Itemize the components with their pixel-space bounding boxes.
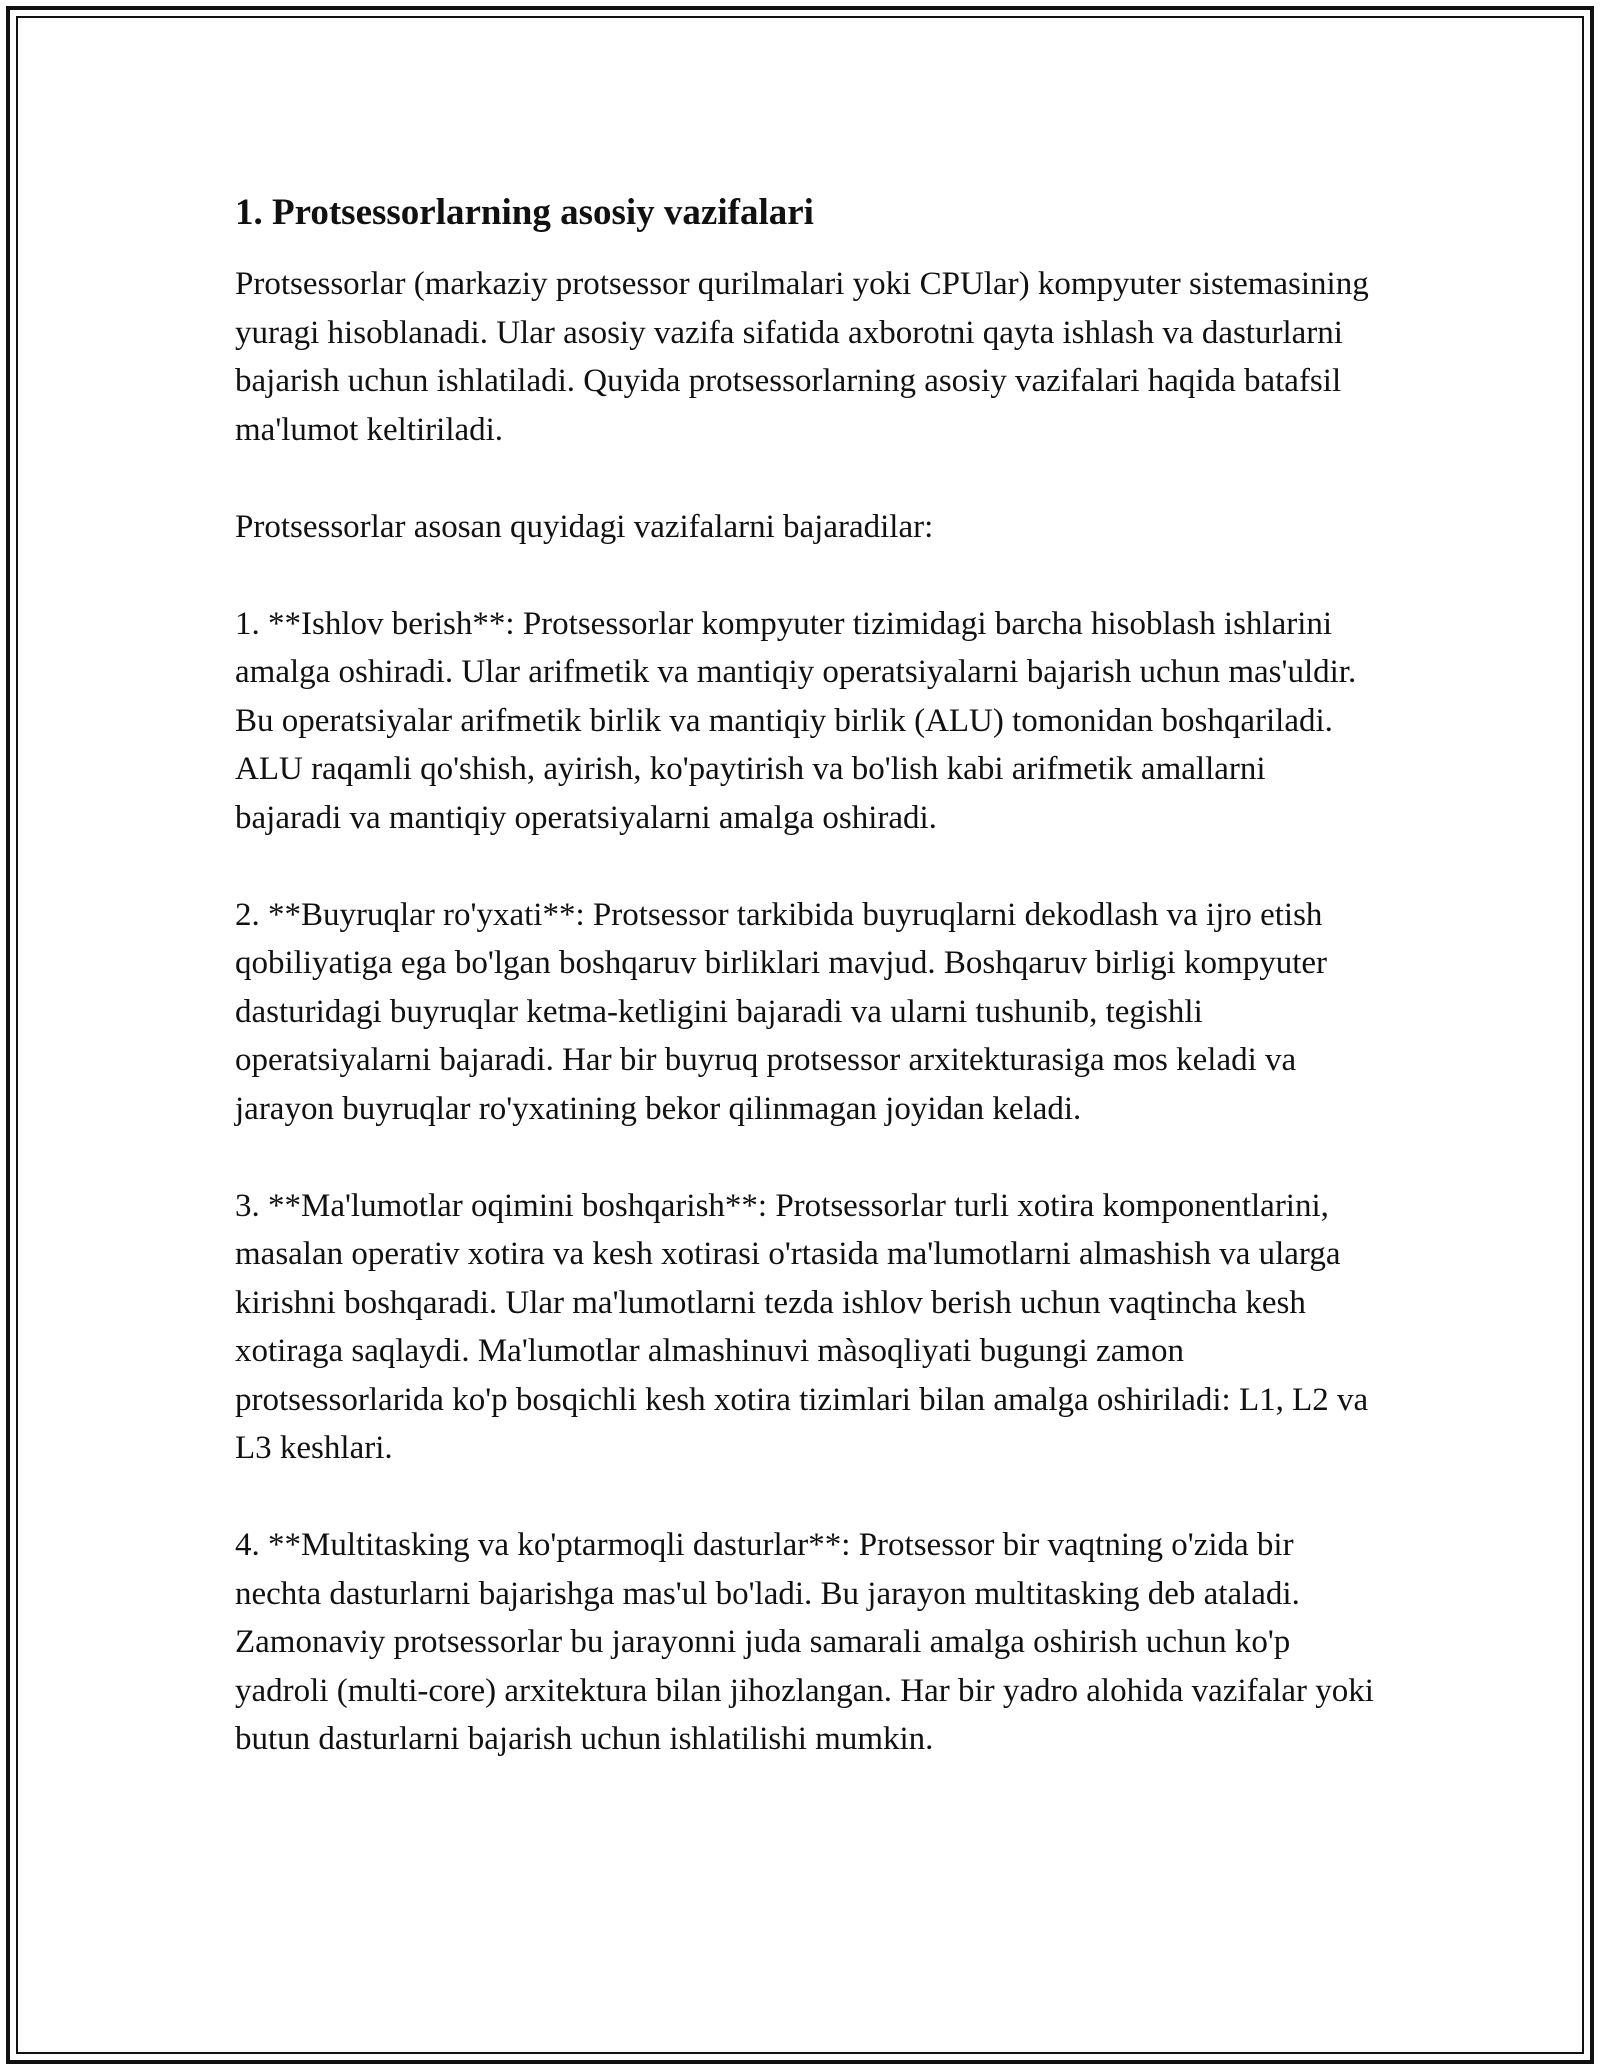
list-item-multitasking: 4. **Multitasking va ko'ptarmoqli dasturlar**: Protsessor bir vaqtning o'zida bir nechta dasturlarni bajarishga mas'ul bo'ladi. Bu jarayon multitasking deb ataladi. Zamonaviy protsessorlar bu jarayonni juda samarali amalga oshirish uchun ko'p yadroli (multi-core) arxitektura bilan jihozlangan. Har bir yadro alohida vazifalar yoki butun dasturlarni bajarish uchun ishlatilishi mumkin. [235, 1527, 1374, 1757]
list-intro-paragraph: Protsessorlar asosan quyidagi vazifalarni bajaradilar: [235, 508, 934, 545]
document-body [235, 188, 1375, 1812]
intro-paragraph: Protsessorlar (markaziy protsessor qurilmalari yoki CPUlar) kompyuter sistemasining yuragi hisoblanadi. Ular asosiy vazifa sifatida axborotni qayta ishlash va dasturlarni bajarish uchun ishlatiladi. Quyida protsessorlarning asosiy vazifalari haqida batafsil ma'lumot keltiriladi. [235, 266, 1369, 448]
list-item-data-flow: 3. **Ma'lumotlar oqimini boshqarish**: Protsessorlar turli xotira komponentlarini, masalan operativ xotira va kesh xotirasi o'rtasida ma'lumotlarni almashish va ularga kirishni boshqaradi. Ular ma'lumotlarni tezda ishlov berish uchun vaqtincha kesh xotiraga saqlaydi. Ma'lumotlar almashinuvi màsoqliyati bugungi zamon protsessorlarida ko'p bosqichli kesh xotira tizimlari bilan amalga oshiriladi: L1, L2 va L3 keshlari. [235, 1187, 1369, 1466]
section-heading: 1. Protsessorlarning asosiy vazifalari [235, 192, 814, 233]
list-item-instructions: 2. **Buyruqlar ro'yxati**: Protsessor tarkibida buyruqlarni dekodlash va ijro etish qobiliyatiga ega bo'lgan boshqaruv birliklari mavjud. Boshqaruv birligi kompyuter dasturidagi buyruqlar ketma-ketligini bajaradi va ularni tushunib, tegishli operatsiyalarni bajaradi. Har bir buyruq protsessor arxitekturasiga mos keladi va jarayon buyruqlar ro'yxatining bekor qilinmagan joyidan keladi. [235, 896, 1327, 1127]
list-item-processing: 1. **Ishlov berish**: Protsessorlar kompyuter tizimidagi barcha hisoblash ishlarini amalga oshiradi. Ular arifmetik va mantiqiy operatsiyalarni bajarish uchun mas'uldir. Bu operatsiyalar arifmetik birlik va mantiqiy birlik (ALU) tomonidan boshqariladi. ALU raqamli qo'shish, ayirish, ko'paytirish va bo'lish kabi arifmetik amallarni bajaradi va mantiqiy operatsiyalarni amalga oshiradi. [235, 605, 1357, 836]
